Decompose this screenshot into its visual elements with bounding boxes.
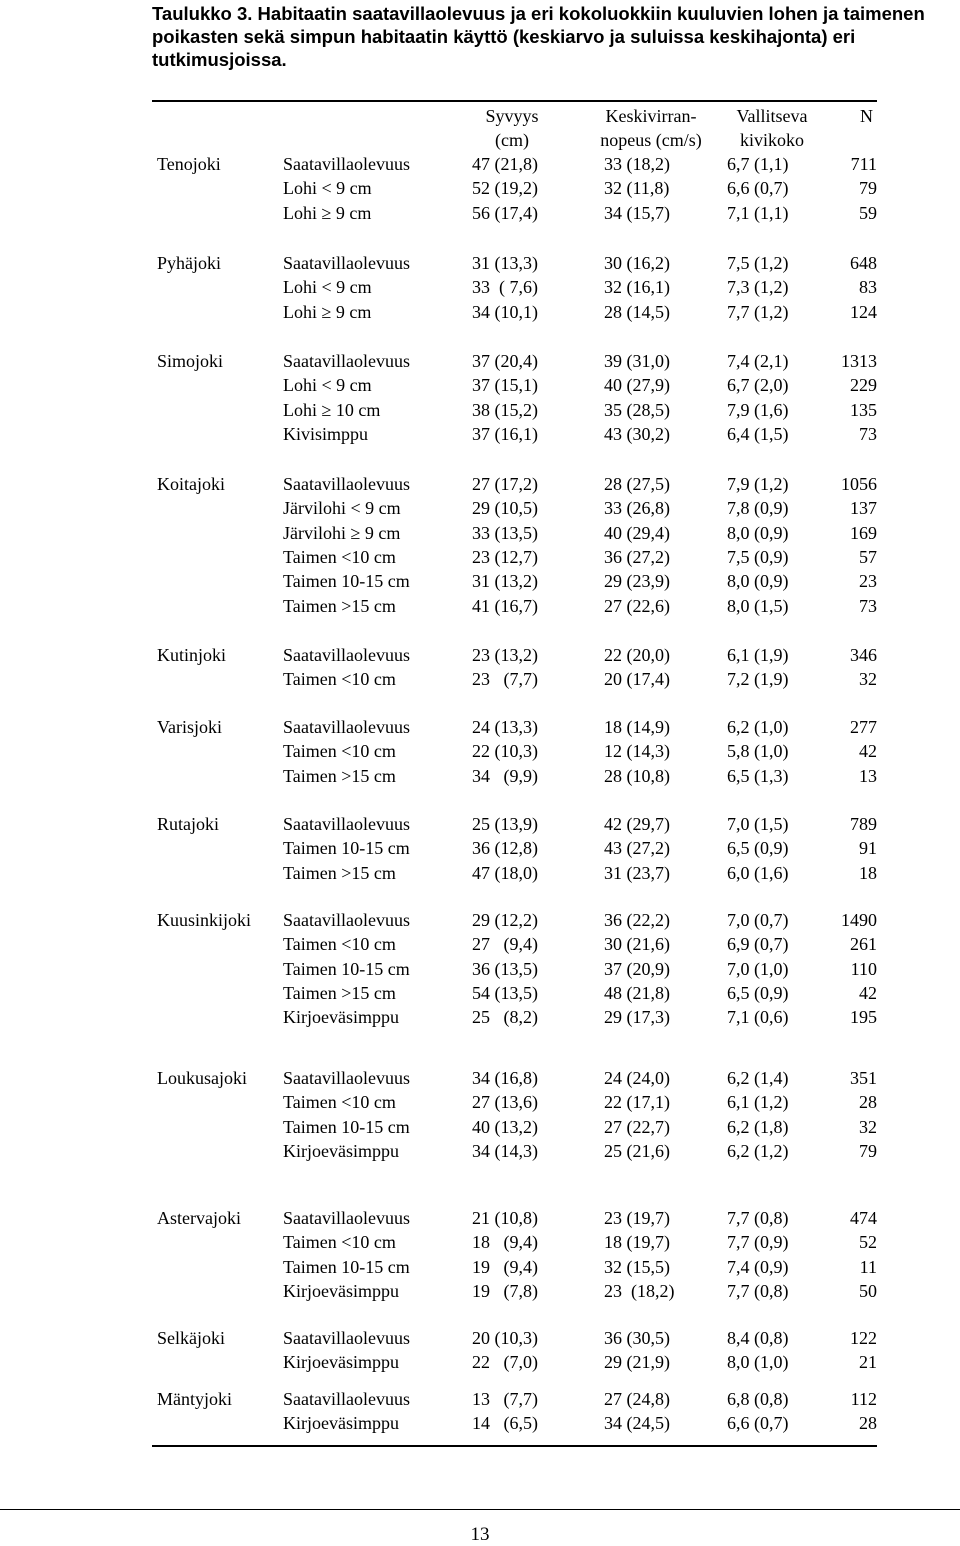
speed-cell: 43 (30,2) bbox=[604, 424, 670, 444]
table-row bbox=[152, 861, 877, 885]
n-cell: 351 bbox=[850, 1068, 877, 1088]
table-row bbox=[152, 569, 877, 593]
n-cell: 124 bbox=[850, 302, 877, 322]
stone-size-cell: 7,8 (0,9) bbox=[727, 498, 789, 518]
depth-cell: 36 (13,5) bbox=[472, 959, 538, 979]
header-stone-line2: kivikoko bbox=[739, 130, 804, 150]
category-cell: Taimen 10-15 cm bbox=[283, 1257, 410, 1277]
speed-cell: 25 (21,6) bbox=[604, 1141, 670, 1161]
depth-cell: 22 (10,3) bbox=[472, 741, 538, 761]
footer-rule bbox=[0, 1509, 960, 1510]
category-cell: Saatavillaolevuus bbox=[283, 1068, 410, 1088]
table-row bbox=[152, 176, 877, 200]
depth-cell: 25 (13,9) bbox=[472, 814, 538, 834]
stone-size-cell: 7,7 (0,8) bbox=[727, 1208, 789, 1228]
depth-cell: 40 (13,2) bbox=[472, 1117, 538, 1137]
speed-cell: 29 (21,9) bbox=[604, 1352, 670, 1372]
river-name: Rutajoki bbox=[157, 814, 219, 834]
table-row bbox=[152, 643, 877, 667]
category-cell: Saatavillaolevuus bbox=[283, 351, 410, 371]
table-row bbox=[152, 521, 877, 545]
stone-size-cell: 6,5 (0,9) bbox=[727, 838, 789, 858]
table-row bbox=[152, 1411, 877, 1435]
speed-cell: 43 (27,2) bbox=[604, 838, 670, 858]
speed-cell: 40 (27,9) bbox=[604, 375, 670, 395]
table-row bbox=[152, 373, 877, 397]
table-row bbox=[152, 594, 877, 618]
table-row bbox=[152, 152, 877, 176]
stone-size-cell: 6,9 (0,7) bbox=[727, 934, 789, 954]
stone-size-cell: 7,9 (1,2) bbox=[727, 474, 789, 494]
depth-cell: 25 (8,2) bbox=[472, 1007, 538, 1027]
category-cell: Taimen 10-15 cm bbox=[283, 838, 410, 858]
stone-size-cell: 7,0 (1,0) bbox=[727, 959, 789, 979]
speed-cell: 40 (29,4) bbox=[604, 523, 670, 543]
n-cell: 137 bbox=[850, 498, 877, 518]
table-row bbox=[152, 1005, 877, 1029]
category-cell: Lohi ≥ 9 cm bbox=[283, 302, 372, 322]
depth-cell: 37 (20,4) bbox=[472, 351, 538, 371]
speed-cell: 22 (17,1) bbox=[604, 1092, 670, 1112]
category-cell: Kirjoeväsimppu bbox=[283, 1413, 399, 1433]
page-number: 13 bbox=[470, 1524, 490, 1545]
stone-size-cell: 7,0 (0,7) bbox=[727, 910, 789, 930]
river-name: Loukusajoki bbox=[157, 1068, 247, 1088]
depth-cell: 20 (10,3) bbox=[472, 1328, 538, 1348]
n-cell: 474 bbox=[850, 1208, 877, 1228]
category-cell: Saatavillaolevuus bbox=[283, 1389, 410, 1409]
speed-cell: 12 (14,3) bbox=[604, 741, 670, 761]
depth-cell: 27 (17,2) bbox=[472, 474, 538, 494]
n-cell: 789 bbox=[850, 814, 877, 834]
speed-cell: 42 (29,7) bbox=[604, 814, 670, 834]
speed-cell: 18 (14,9) bbox=[604, 717, 670, 737]
category-cell: Kirjoeväsimppu bbox=[283, 1007, 399, 1027]
table-row bbox=[152, 398, 877, 422]
speed-cell: 30 (16,2) bbox=[604, 253, 670, 273]
depth-cell: 31 (13,3) bbox=[472, 253, 538, 273]
depth-cell: 29 (12,2) bbox=[472, 910, 538, 930]
stone-size-cell: 6,1 (1,2) bbox=[727, 1092, 789, 1112]
category-cell: Saatavillaolevuus bbox=[283, 717, 410, 737]
stone-size-cell: 7,7 (1,2) bbox=[727, 302, 789, 322]
table-row bbox=[152, 957, 877, 981]
depth-cell: 18 (9,4) bbox=[472, 1232, 538, 1252]
stone-size-cell: 7,0 (1,5) bbox=[727, 814, 789, 834]
category-cell: Taimen <10 cm bbox=[283, 669, 396, 689]
speed-cell: 32 (16,1) bbox=[604, 277, 670, 297]
table-row bbox=[152, 715, 877, 739]
depth-cell: 24 (13,3) bbox=[472, 717, 538, 737]
n-cell: 42 bbox=[859, 741, 877, 761]
stone-size-cell: 6,2 (1,4) bbox=[727, 1068, 789, 1088]
n-cell: 50 bbox=[859, 1281, 877, 1301]
depth-cell: 23 (13,2) bbox=[472, 645, 538, 665]
depth-cell: 31 (13,2) bbox=[472, 571, 538, 591]
header-depth-line2: (cm) bbox=[495, 130, 529, 150]
category-cell: Taimen 10-15 cm bbox=[283, 1117, 410, 1137]
bottom-rule bbox=[152, 1445, 877, 1447]
speed-cell: 22 (20,0) bbox=[604, 645, 670, 665]
depth-cell: 34 (14,3) bbox=[472, 1141, 538, 1161]
category-cell: Taimen <10 cm bbox=[283, 547, 396, 567]
river-name: Selkäjoki bbox=[157, 1328, 225, 1348]
depth-cell: 34 (9,9) bbox=[472, 766, 538, 786]
table-row bbox=[152, 1326, 877, 1350]
n-cell: 169 bbox=[850, 523, 877, 543]
stone-size-cell: 8,0 (0,9) bbox=[727, 523, 789, 543]
n-cell: 261 bbox=[850, 934, 877, 954]
n-cell: 57 bbox=[859, 547, 877, 567]
category-cell: Saatavillaolevuus bbox=[283, 253, 410, 273]
stone-size-cell: 7,7 (0,8) bbox=[727, 1281, 789, 1301]
depth-cell: 27 (9,4) bbox=[472, 934, 538, 954]
n-cell: 91 bbox=[859, 838, 877, 858]
depth-cell: 34 (16,8) bbox=[472, 1068, 538, 1088]
depth-cell: 54 (13,5) bbox=[472, 983, 538, 1003]
depth-cell: 37 (15,1) bbox=[472, 375, 538, 395]
speed-cell: 30 (21,6) bbox=[604, 934, 670, 954]
speed-cell: 28 (27,5) bbox=[604, 474, 670, 494]
n-cell: 73 bbox=[859, 424, 877, 444]
speed-cell: 28 (10,8) bbox=[604, 766, 670, 786]
river-name: Pyhäjoki bbox=[157, 253, 222, 273]
n-cell: 13 bbox=[859, 766, 877, 786]
category-cell: Lohi ≥ 9 cm bbox=[283, 203, 372, 223]
n-cell: 346 bbox=[850, 645, 877, 665]
table-row bbox=[152, 1115, 877, 1139]
depth-cell: 22 (7,0) bbox=[472, 1352, 538, 1372]
speed-cell: 18 (19,7) bbox=[604, 1232, 670, 1252]
category-cell: Saatavillaolevuus bbox=[283, 910, 410, 930]
speed-cell: 27 (22,6) bbox=[604, 596, 670, 616]
category-cell: Kirjoeväsimppu bbox=[283, 1352, 399, 1372]
stone-size-cell: 8,4 (0,8) bbox=[727, 1328, 789, 1348]
category-cell: Järvilohi ≥ 9 cm bbox=[283, 523, 401, 543]
river-name: Varisjoki bbox=[157, 717, 222, 737]
stone-size-cell: 7,1 (1,1) bbox=[727, 203, 789, 223]
category-cell: Saatavillaolevuus bbox=[283, 1328, 410, 1348]
table-row bbox=[152, 932, 877, 956]
table-row bbox=[152, 1139, 877, 1163]
depth-cell: 23 (12,7) bbox=[472, 547, 538, 567]
category-cell: Taimen <10 cm bbox=[283, 1092, 396, 1112]
category-cell: Järvilohi < 9 cm bbox=[283, 498, 401, 518]
category-cell: Taimen 10-15 cm bbox=[283, 571, 410, 591]
stone-size-cell: 7,4 (0,9) bbox=[727, 1257, 789, 1277]
depth-cell: 33 (13,5) bbox=[472, 523, 538, 543]
category-cell: Saatavillaolevuus bbox=[283, 1208, 410, 1228]
depth-cell: 19 (7,8) bbox=[472, 1281, 538, 1301]
table-row bbox=[152, 472, 877, 496]
table-row bbox=[152, 545, 877, 569]
depth-cell: 21 (10,8) bbox=[472, 1208, 538, 1228]
n-cell: 18 bbox=[859, 863, 877, 883]
stone-size-cell: 6,7 (2,0) bbox=[727, 375, 789, 395]
river-name: Kuusinkijoki bbox=[157, 910, 252, 930]
n-cell: 1490 bbox=[841, 910, 877, 930]
stone-size-cell: 6,6 (0,7) bbox=[727, 178, 789, 198]
speed-cell: 23 (19,7) bbox=[604, 1208, 670, 1228]
category-cell: Taimen >15 cm bbox=[283, 983, 396, 1003]
table-row bbox=[152, 1090, 877, 1114]
stone-size-cell: 6,6 (0,7) bbox=[727, 1413, 789, 1433]
category-cell: Lohi ≥ 10 cm bbox=[283, 400, 381, 420]
table-row bbox=[152, 1387, 877, 1411]
n-cell: 23 bbox=[859, 571, 877, 591]
speed-cell: 36 (27,2) bbox=[604, 547, 670, 567]
category-cell: Saatavillaolevuus bbox=[283, 645, 410, 665]
category-cell: Kirjoeväsimppu bbox=[283, 1141, 399, 1161]
river-name: Tenojoki bbox=[157, 154, 221, 174]
category-cell: Taimen >15 cm bbox=[283, 863, 396, 883]
header-n: N bbox=[860, 106, 873, 126]
speed-cell: 34 (15,7) bbox=[604, 203, 670, 223]
stone-size-cell: 6,4 (1,5) bbox=[727, 424, 789, 444]
depth-cell: 56 (17,4) bbox=[472, 203, 538, 223]
category-cell: Taimen <10 cm bbox=[283, 1232, 396, 1252]
speed-cell: 33 (18,2) bbox=[604, 154, 670, 174]
n-cell: 32 bbox=[859, 1117, 877, 1137]
category-cell: Lohi < 9 cm bbox=[283, 277, 372, 297]
table-row bbox=[152, 422, 877, 446]
stone-size-cell: 6,2 (1,2) bbox=[727, 1141, 789, 1161]
n-cell: 122 bbox=[850, 1328, 877, 1348]
stone-size-cell: 6,2 (1,8) bbox=[727, 1117, 789, 1137]
table-row bbox=[152, 275, 877, 299]
n-cell: 83 bbox=[859, 277, 877, 297]
table-row bbox=[152, 812, 877, 836]
category-cell: Taimen >15 cm bbox=[283, 596, 396, 616]
table-row bbox=[152, 836, 877, 860]
header-speed-line2: nopeus (cm/s) bbox=[600, 130, 702, 150]
stone-size-cell: 6,7 (1,1) bbox=[727, 154, 789, 174]
table-row bbox=[152, 764, 877, 788]
speed-cell: 23 (18,2) bbox=[604, 1281, 675, 1301]
depth-cell: 27 (13,6) bbox=[472, 1092, 538, 1112]
speed-cell: 27 (22,7) bbox=[604, 1117, 670, 1137]
n-cell: 648 bbox=[850, 253, 877, 273]
river-name: Simojoki bbox=[157, 351, 224, 371]
depth-cell: 36 (12,8) bbox=[472, 838, 538, 858]
table-row bbox=[152, 1206, 877, 1230]
speed-cell: 48 (21,8) bbox=[604, 983, 670, 1003]
stone-size-cell: 6,5 (1,3) bbox=[727, 766, 789, 786]
table-caption: Taulukko 3. Habitaatin saatavillaolevuus ja eri kokoluokkiin kuuluvien lohen ja taimenen poikasten sekä simpun habitaatin käyttö (keskiarvo ja suluissa keskihajonta) eri tutkimusjoissa. bbox=[152, 3, 925, 70]
depth-cell: 23 (7,7) bbox=[472, 669, 538, 689]
stone-size-cell: 7,5 (0,9) bbox=[727, 547, 789, 567]
table-row bbox=[152, 1066, 877, 1090]
stone-size-cell: 7,4 (2,1) bbox=[727, 351, 789, 371]
speed-cell: 27 (24,8) bbox=[604, 1389, 670, 1409]
table-row bbox=[152, 667, 877, 691]
table-row bbox=[152, 1255, 877, 1279]
n-cell: 73 bbox=[859, 596, 877, 616]
stone-size-cell: 7,9 (1,6) bbox=[727, 400, 789, 420]
river-name: Kutinjoki bbox=[157, 645, 227, 665]
depth-cell: 38 (15,2) bbox=[472, 400, 538, 420]
category-cell: Kivisimppu bbox=[283, 424, 369, 444]
stone-size-cell: 7,7 (0,9) bbox=[727, 1232, 789, 1252]
depth-cell: 41 (16,7) bbox=[472, 596, 538, 616]
speed-cell: 39 (31,0) bbox=[604, 351, 670, 371]
stone-size-cell: 6,2 (1,0) bbox=[727, 717, 789, 737]
table-row bbox=[152, 1230, 877, 1254]
speed-cell: 33 (26,8) bbox=[604, 498, 670, 518]
n-cell: 59 bbox=[859, 203, 877, 223]
speed-cell: 37 (20,9) bbox=[604, 959, 670, 979]
table-row bbox=[152, 251, 877, 275]
category-cell: Taimen <10 cm bbox=[283, 741, 396, 761]
n-cell: 277 bbox=[850, 717, 877, 737]
n-cell: 1313 bbox=[841, 351, 877, 371]
depth-cell: 29 (10,5) bbox=[472, 498, 538, 518]
speed-cell: 20 (17,4) bbox=[604, 669, 670, 689]
stone-size-cell: 7,1 (0,6) bbox=[727, 1007, 789, 1027]
category-cell: Taimen 10-15 cm bbox=[283, 959, 410, 979]
depth-cell: 13 (7,7) bbox=[472, 1389, 538, 1409]
speed-cell: 36 (30,5) bbox=[604, 1328, 670, 1348]
n-cell: 1056 bbox=[841, 474, 877, 494]
category-cell: Taimen >15 cm bbox=[283, 766, 396, 786]
table-row bbox=[152, 300, 877, 324]
top-rule bbox=[152, 100, 877, 102]
speed-cell: 32 (11,8) bbox=[604, 178, 670, 198]
n-cell: 52 bbox=[859, 1232, 877, 1252]
depth-cell: 33 ( 7,6) bbox=[472, 277, 538, 297]
depth-cell: 47 (18,0) bbox=[472, 863, 538, 883]
speed-cell: 29 (23,9) bbox=[604, 571, 670, 591]
stone-size-cell: 6,8 (0,8) bbox=[727, 1389, 789, 1409]
n-cell: 112 bbox=[850, 1389, 877, 1409]
river-name: Mäntyjoki bbox=[157, 1389, 232, 1409]
n-cell: 195 bbox=[850, 1007, 877, 1027]
n-cell: 711 bbox=[850, 154, 877, 174]
table-row bbox=[152, 908, 877, 932]
n-cell: 28 bbox=[859, 1413, 877, 1433]
n-cell: 229 bbox=[850, 375, 877, 395]
stone-size-cell: 6,1 (1,9) bbox=[727, 645, 789, 665]
depth-cell: 52 (19,2) bbox=[472, 178, 538, 198]
n-cell: 79 bbox=[859, 178, 877, 198]
n-cell: 21 bbox=[859, 1352, 877, 1372]
speed-cell: 36 (22,2) bbox=[604, 910, 670, 930]
speed-cell: 35 (28,5) bbox=[604, 400, 670, 420]
category-cell: Saatavillaolevuus bbox=[283, 474, 410, 494]
category-cell: Lohi < 9 cm bbox=[283, 375, 372, 395]
speed-cell: 31 (23,7) bbox=[604, 863, 670, 883]
n-cell: 135 bbox=[850, 400, 877, 420]
river-name: Astervajoki bbox=[157, 1208, 241, 1228]
header-stone-line1: Vallitseva bbox=[736, 106, 808, 126]
table-row bbox=[152, 496, 877, 520]
stone-size-cell: 7,3 (1,2) bbox=[727, 277, 789, 297]
category-cell: Saatavillaolevuus bbox=[283, 814, 410, 834]
category-cell: Saatavillaolevuus bbox=[283, 154, 410, 174]
table-row bbox=[152, 201, 877, 225]
table-row bbox=[152, 1279, 877, 1303]
stone-size-cell: 7,2 (1,9) bbox=[727, 669, 789, 689]
depth-cell: 34 (10,1) bbox=[472, 302, 538, 322]
depth-cell: 14 (6,5) bbox=[472, 1413, 538, 1433]
table-row bbox=[152, 981, 877, 1005]
table-row bbox=[152, 1350, 877, 1374]
n-cell: 79 bbox=[859, 1141, 877, 1161]
category-cell: Taimen <10 cm bbox=[283, 934, 396, 954]
category-cell: Kirjoeväsimppu bbox=[283, 1281, 399, 1301]
stone-size-cell: 7,5 (1,2) bbox=[727, 253, 789, 273]
river-name: Koitajoki bbox=[157, 474, 225, 494]
header-depth-line1: Syvyys bbox=[485, 106, 539, 126]
table-row bbox=[152, 739, 877, 763]
n-cell: 32 bbox=[859, 669, 877, 689]
speed-cell: 29 (17,3) bbox=[604, 1007, 670, 1027]
table-row bbox=[152, 349, 877, 373]
n-cell: 28 bbox=[859, 1092, 877, 1112]
depth-cell: 47 (21,8) bbox=[472, 154, 538, 174]
stone-size-cell: 6,0 (1,6) bbox=[727, 863, 789, 883]
depth-cell: 19 (9,4) bbox=[472, 1257, 538, 1277]
speed-cell: 28 (14,5) bbox=[604, 302, 670, 322]
stone-size-cell: 5,8 (1,0) bbox=[727, 741, 789, 761]
stone-size-cell: 6,5 (0,9) bbox=[727, 983, 789, 1003]
n-cell: 11 bbox=[859, 1257, 877, 1277]
speed-cell: 34 (24,5) bbox=[604, 1413, 670, 1433]
speed-cell: 32 (15,5) bbox=[604, 1257, 670, 1277]
n-cell: 110 bbox=[850, 959, 877, 979]
speed-cell: 24 (24,0) bbox=[604, 1068, 670, 1088]
stone-size-cell: 8,0 (0,9) bbox=[727, 571, 789, 591]
category-cell: Lohi < 9 cm bbox=[283, 178, 372, 198]
n-cell: 42 bbox=[859, 983, 877, 1003]
stone-size-cell: 8,0 (1,0) bbox=[727, 1352, 789, 1372]
header-speed-line1: Keskivirran- bbox=[605, 106, 697, 126]
depth-cell: 37 (16,1) bbox=[472, 424, 538, 444]
stone-size-cell: 8,0 (1,5) bbox=[727, 596, 789, 616]
